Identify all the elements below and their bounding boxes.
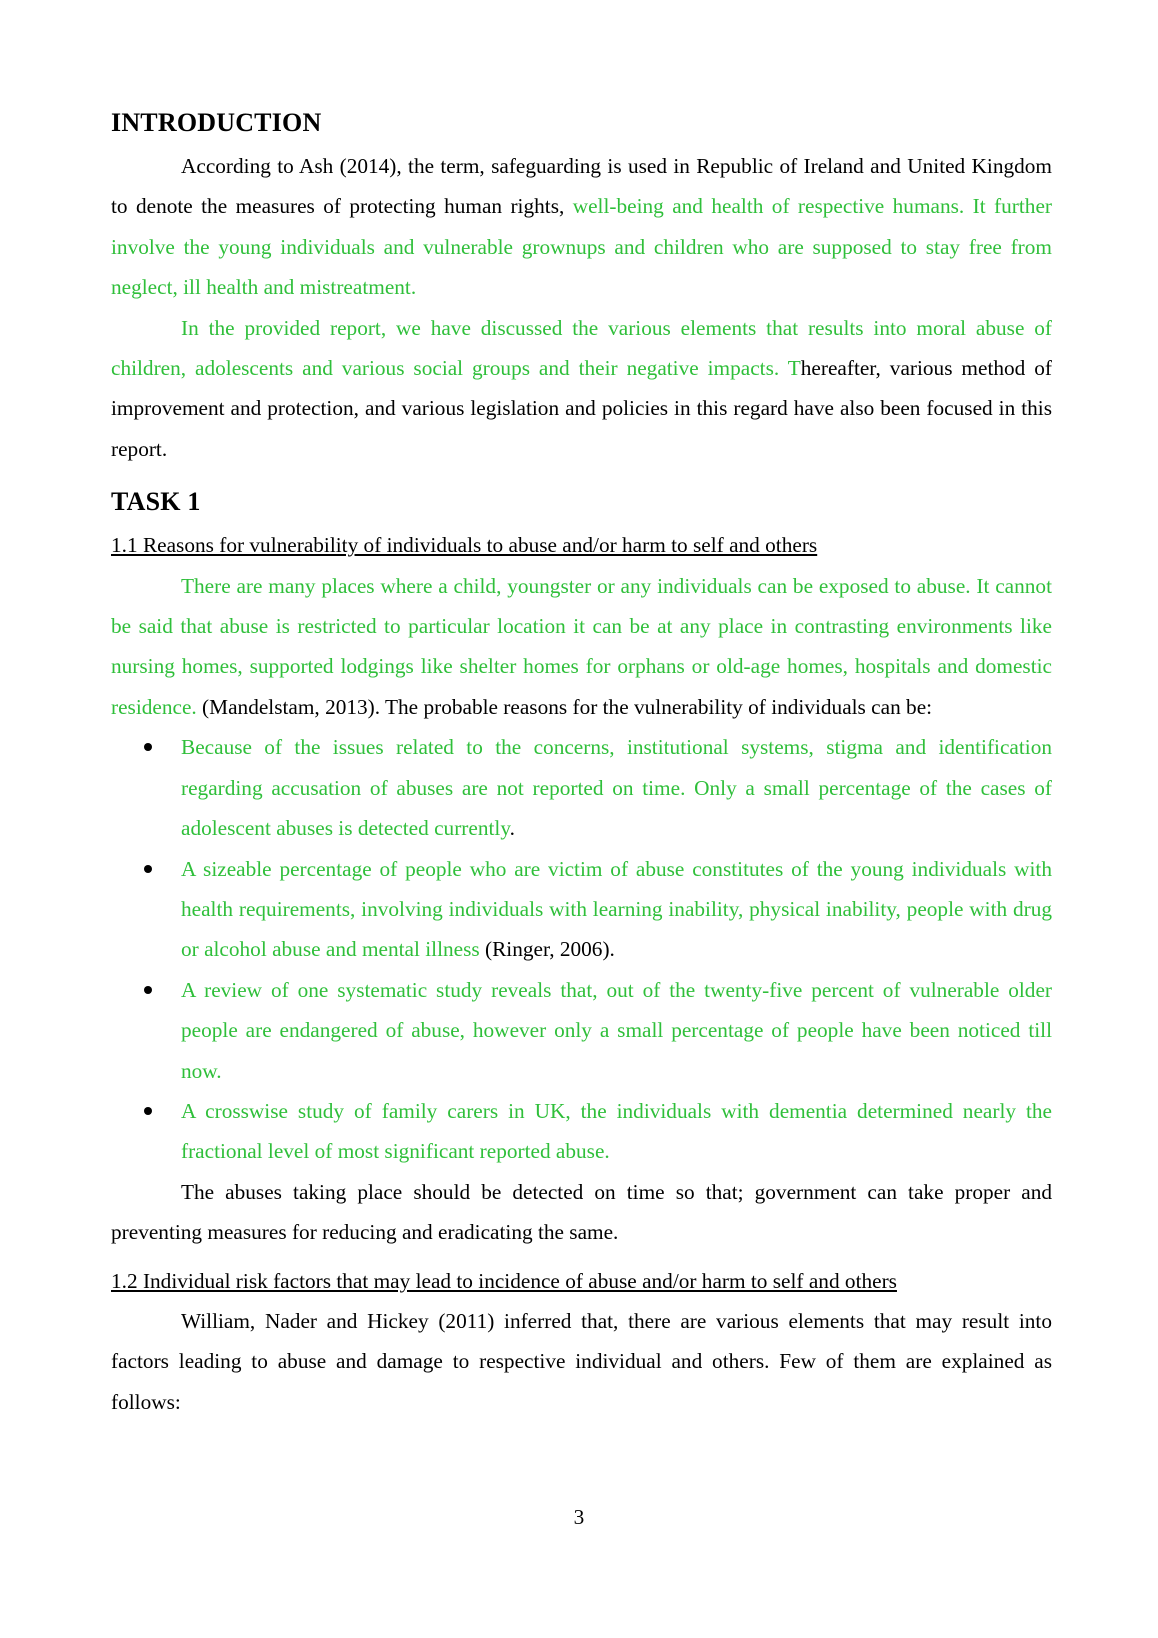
section-1-1-title: 1.1 Reasons for vulnerability of individuals to abuse and/or harm to self and others [111, 533, 818, 558]
intro-p1-text: According to Ash (2014), the term, safeguarding is used in Republic of Ireland and United Kingdom to denote the measures of protecting human rights, [111, 154, 1052, 219]
s11-p1-text: (Mandelstam, 2013). The probable reasons for the vulnerability of individuals can be: [196, 694, 933, 719]
section-1-1-conclusion: The abuses taking place should be detected on time so that; government can take proper and preventing measures for reducing and eradicating the same. [111, 1179, 1052, 1245]
bullet-icon [144, 743, 152, 751]
intro-p2-text: hereafter, various method of improvement and protection, and various legislation and policies in this regard have also been focused in this report. [111, 356, 1052, 461]
section-1-2-paragraph: William, Nader and Hickey (2011) inferred that, there are various elements that may result into factors leading to abuse and damage to respective individual and others. Few of them are explained as follows: [111, 1308, 1052, 1414]
intro-paragraph-1 [111, 146, 1052, 308]
list-item [111, 727, 1052, 848]
list-item-text: . [509, 816, 515, 841]
list-item-text: (Ringer, 2006). [479, 937, 615, 962]
intro-p2-highlight: In the provided report, we have discussed the various elements that results into moral abuse of children, adolescents and various social groups and their negative impacts. T [111, 315, 1052, 381]
list-item [111, 970, 1052, 1091]
intro-p1-highlight: well-being and health of respective humans. It further involve the young individuals and vulnerable grownups and children who are supposed to stay free from neglect, ill health and mistreatment. [111, 194, 1052, 300]
list-item-highlight: A crosswise study of family carers in UK, the individuals with dementia determined nearly the fractional level of most significant reported abuse. [181, 1098, 1052, 1164]
list-item-highlight: Because of the issues related to the concerns, institutional systems, stigma and identification regarding accusation of abuses are not reported on time. Only a small percentage of the cases of adolescent abuses is detected currently [181, 735, 1052, 841]
s11-p1-highlight: There are many places where a child, youngster or any individuals can be exposed to abuse. It cannot be said that abuse is restricted to particular location it can be at any place in contrasting environments like nursing homes, supported lodgings like shelter homes for orphans or old-age homes, hospitals and domestic residence. [111, 573, 1052, 719]
bullet-icon [144, 865, 152, 873]
introduction-heading: INTRODUCTION [111, 108, 322, 137]
page-number: 3 [573, 1505, 585, 1529]
bullet-icon [144, 1107, 152, 1115]
intro-paragraph-2 [111, 308, 1052, 470]
list-item [111, 1091, 1052, 1172]
task-1-heading: TASK 1 [111, 487, 201, 517]
list-item [111, 849, 1052, 970]
section-1-2-title: 1.2 Individual risk factors that may lead to incidence of abuse and/or harm to self and others [111, 1268, 897, 1293]
list-item-highlight: A sizeable percentage of people who are victim of abuse constitutes of the young individuals with health requirements, involving individuals with learning inability, physical inability, people with drug or alcohol abuse and mental illness [181, 856, 1052, 962]
document-page [111, 106, 1052, 1422]
bullet-icon [144, 986, 152, 994]
list-item-highlight: A review of one systematic study reveals that, out of the twenty-five percent of vulnerable older people are endangered of abuse, however only a small percentage of people have been noticed till now. [181, 977, 1052, 1083]
section-1-1-paragraph [111, 566, 1052, 728]
vulnerability-reasons-list [111, 727, 1052, 1171]
